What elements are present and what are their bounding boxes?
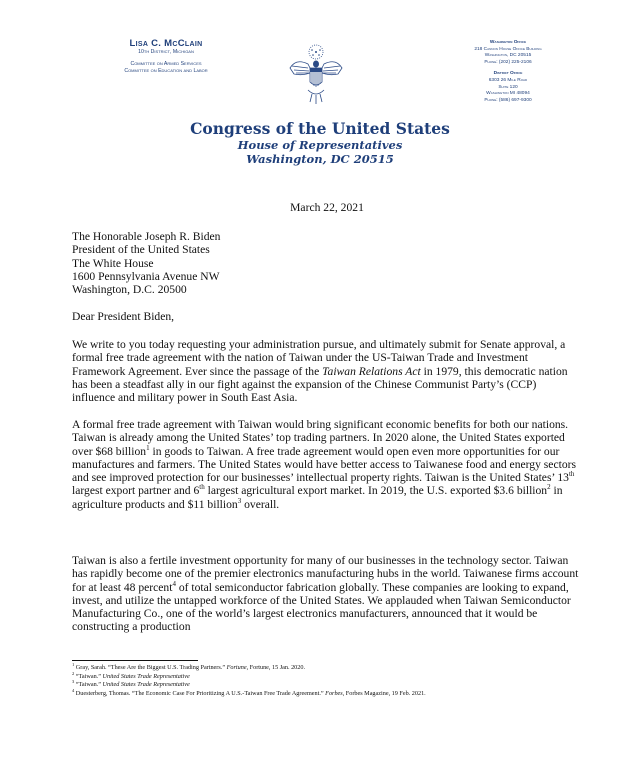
congress-title: Congress of the United States [190, 119, 450, 138]
district-office-line: Phone: (586) 697-9300 [484, 97, 532, 103]
footnote-divider [72, 660, 198, 661]
paragraph-1: We write to you today requesting your administration pursue, and ultimately submit for Senate approval, a formal free trade agreement with the nation of Taiwan under the US-Taiwan Trade and Investment Framework Agreement. Ever since the passage of the Taiwan Relations Act in 1979, this democratic nation has been a steadfast ally in our fight against the expansion of the Chinese Communist Party’s (CCP) influence and military power in South East Asia. [72, 338, 568, 405]
house-city: Washington, DC 20515 [246, 152, 394, 166]
district-office-line: 6303 26 Mile Road [488, 77, 528, 83]
congress-heading [170, 120, 470, 166]
washington-office-line: 218 Cannon House Office Building [474, 46, 542, 52]
address-line: The Honorable Joseph R. Biden [72, 230, 221, 243]
committee-education-labor: Committee on Education and Labor [124, 68, 208, 74]
letterhead-left [86, 38, 246, 75]
footnote-item: $^1$ Gray, Sarah. “These Are the Biggest U.S. Trading Partners.” Fortune, Fortune, 15 Jan. 2020. [72, 661, 305, 671]
washington-office-heading: Washington Office [489, 40, 527, 45]
footnotes [72, 661, 582, 698]
footnote-item: $^4$ Duesterberg, Thomas. “The Economic Case For Prioritizing A U.S.-Taiwan Free Trade Agreement.” Forbes, Forbes Magazine, 19 Feb. 2021. [72, 687, 426, 697]
letter-date: March 22, 2021 [290, 201, 364, 214]
member-district: 10th District, Michigan [138, 49, 194, 55]
district-office-heading: District Office [493, 71, 523, 77]
footnote-item: $^3$ “Taiwan.” United States Trade Representative [72, 679, 190, 689]
footnote-item: $^2$ “Taiwan.” United States Trade Representative [72, 670, 190, 680]
house-title: House of Representatives [237, 138, 403, 152]
member-name: Lisa C. McClain [129, 38, 203, 49]
district-office-line: Washington MI 48094 [486, 91, 530, 97]
washington-office-line: Phone: (202) 225-2106 [484, 59, 532, 65]
address-line: The White House [72, 256, 154, 270]
house-seal-icon [286, 42, 346, 108]
address-line: President of the United States [72, 243, 210, 257]
washington-office-line: Washington, DC 20515 [484, 53, 532, 59]
committee-armed-services: Committee on Armed Services [130, 61, 202, 67]
salutation: Dear President Biden, [72, 310, 175, 323]
address-line: 1600 Pennsylvania Avenue NW [72, 269, 220, 283]
recipient-address [72, 230, 582, 296]
letterhead-right [448, 40, 568, 104]
address-line: Washington, D.C. 20500 [72, 283, 187, 297]
paragraph-2: A formal free trade agreement with Taiwan would bring significant economic benefits for both our nations. Taiwan is already among the United States’ top trading partners. In 2020 alone, the United States exported over $68 billion$^1$ in goods to Taiwan. A free trade agreement would open even more opportunities for our manufactures and farmers. The United States would have better access to Taiwanese food and energy sectors and see improved protection for our businesses’ intellectual property rights. Taiwan is the United States’ 13th largest export partner and 6th largest agricultural export market. In 2019, the U.S. exported $3.6 billion$^2$ in agriculture products and $11 billion$^3$ overall. [72, 418, 576, 511]
district-office-line: Suite 120 [498, 84, 518, 90]
paragraph-3: Taiwan is also a fertile investment opportunity for many of our businesses in the technology sector. Taiwan has rapidly become one of the premier electronics manufacturing hubs in the world. Taiwanese firms account for at least 48 percent$^4$ of total semiconductor fabrication globally. These companies are looking to expand, invest, and utilize the untapped workforce of the United States. We applauded when Taiwan Semiconductor Manufacturing Co., one of the world’s largest electronics manufacturers, announced that it would be constructing a production [72, 554, 579, 634]
